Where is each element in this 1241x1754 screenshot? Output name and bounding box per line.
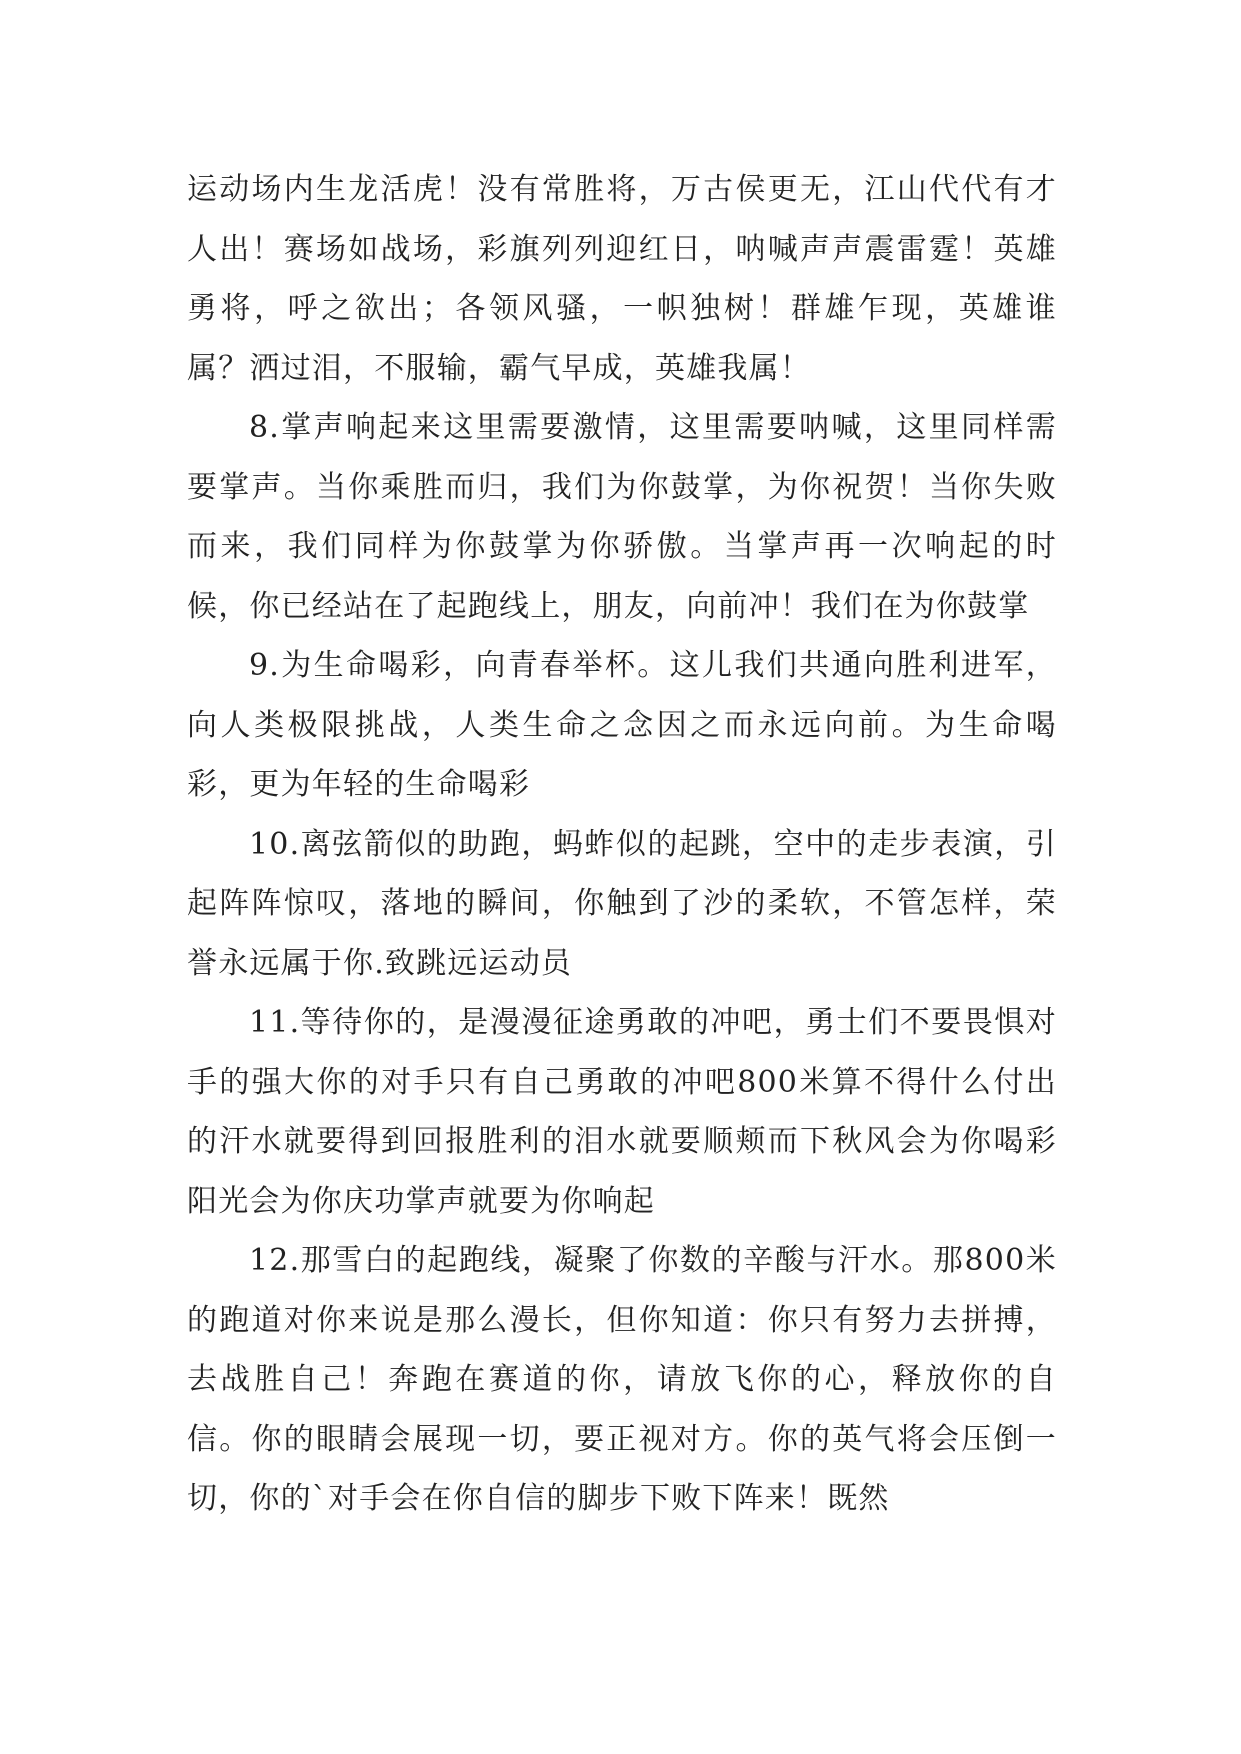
paragraph-intro: 运动场内生龙活虎！没有常胜将，万古侯更无，江山代代有才人出！赛场如战场，彩旗列列迎红日，呐喊声声震雷霆！英雄勇将，呼之欲出；各领风骚，一帜独树！群雄乍现，英雄谁属？洒过泪，不服输，霸气早成，英雄我属！ (187, 172, 1057, 386)
paragraph-10: 10.离弦箭似的助跑，蚂蚱似的起跳，空中的走步表演，引起阵阵惊叹，落地的瞬间，你触到了沙的柔软，不管怎样，荣誉永远属于你.致跳远运动员 (187, 826, 1057, 981)
paragraph-8: 8.掌声响起来这里需要激情，这里需要呐喊，这里同样需要掌声。当你乘胜而归，我们为你鼓掌，为你祝贺！当你失败而来，我们同样为你鼓掌为你骄傲。当掌声再一次响起的时候，你已经站在了起跑线上，朋友，向前冲！我们在为你鼓掌 (187, 410, 1057, 624)
paragraph-11: 11.等待你的，是漫漫征途勇敢的冲吧，勇士们不要畏惧对手的强大你的对手只有自己勇敢的冲吧800米算不得什么付出的汗水就要得到回报胜利的泪水就要顺颊而下秋风会为你喝彩阳光会为你庆功掌声就要为你响起 (187, 1005, 1057, 1219)
paragraph-12: 12.那雪白的起跑线，凝聚了你数的辛酸与汗水。那800米的跑道对你来说是那么漫长，但你知道：你只有努力去拼搏，去战胜自己！奔跑在赛道的你，请放飞你的心，释放你的自信。你的眼睛会展现一切，要正视对方。你的英气将会压倒一切，你的`对手会在你自信的脚步下败下阵来！既然 (187, 1243, 1057, 1516)
document-body (187, 160, 1057, 1529)
paragraph-9: 9.为生命喝彩，向青春举杯。这儿我们共通向胜利进军，向人类极限挑战，人类生命之念因之而永远向前。为生命喝彩，更为年轻的生命喝彩 (187, 648, 1057, 802)
